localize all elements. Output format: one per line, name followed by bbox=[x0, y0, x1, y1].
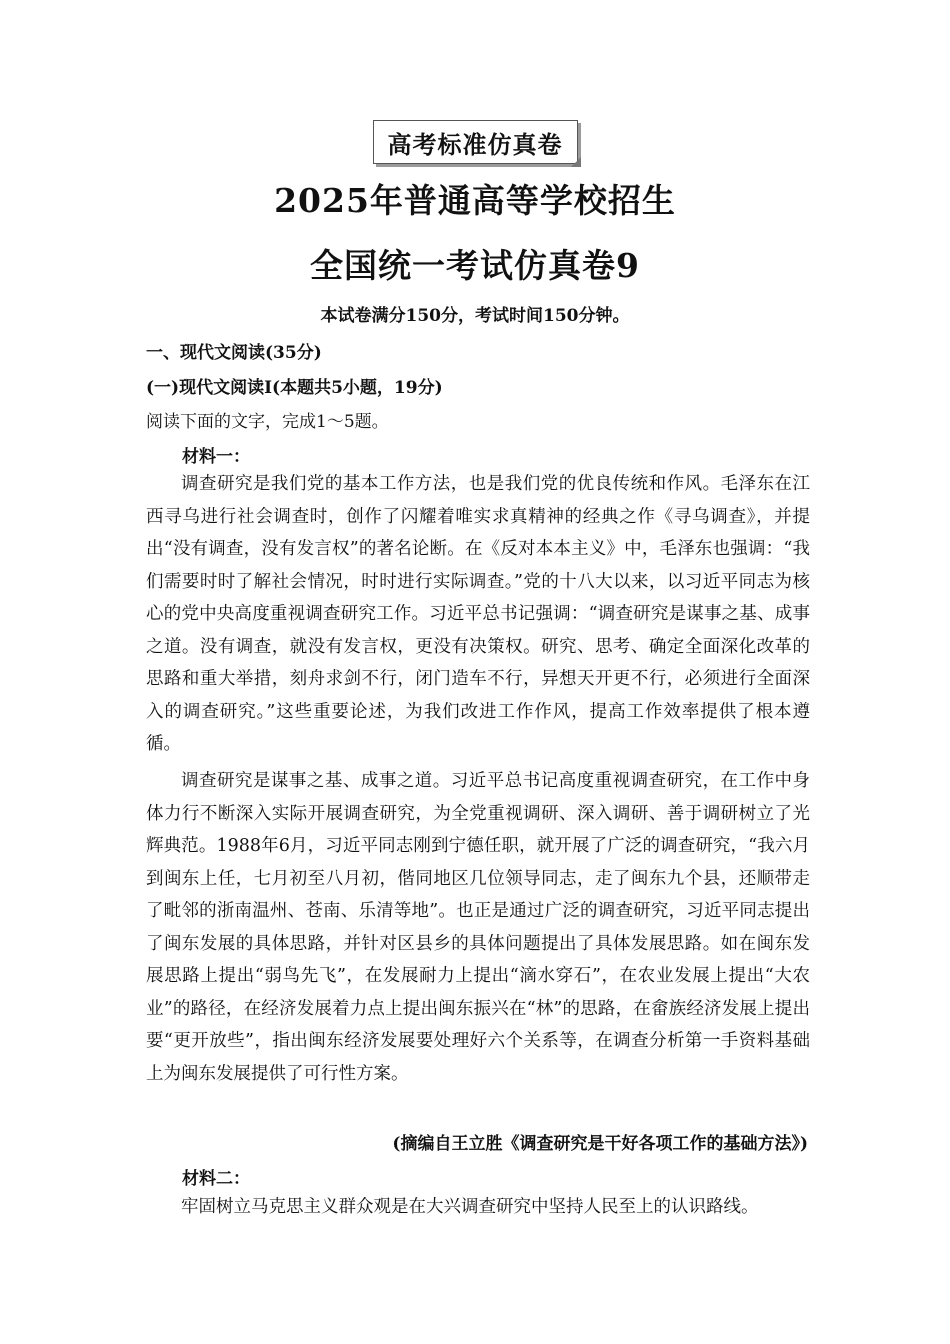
material2-label: 材料二： bbox=[182, 1169, 250, 1189]
exam-title-line1: 2025年普通高等学校招生 bbox=[274, 181, 676, 220]
material1-source: (摘编自王立胜《调查研究是干好各项工作的基础方法》) bbox=[392, 1134, 808, 1154]
badge-container bbox=[0, 120, 950, 164]
section-heading: 一、现代文阅读(35分) bbox=[146, 343, 322, 363]
material1-label: 材料一： bbox=[182, 447, 250, 467]
exam-title-line2: 全国统一考试仿真卷9 bbox=[310, 246, 640, 285]
badge-corner-decoration bbox=[571, 157, 581, 167]
material2-paragraph1: 牢固树立马克思主义群众观是在大兴调查研究中坚持人民至上的认识路线。 bbox=[181, 1197, 759, 1217]
material1-paragraph2: 调查研究是谋事之基、成事之道。习近平总书记高度重视调查研究，在工作中身体力行不断深入实际开展调查研究，为全党重视调研、深入调研、善于调研树立了光辉典范。1988年6月，习近平同志刚到宁德任职，就开展了广泛的调查研究，“我六月到闽东上任，七月初至八月初，偕同地区几位领导同志，走了闽东九个县，还顺带走了毗邻的浙南温州、苍南、乐清等地”。也正是通过广泛的调查研究，习近平同志提出了闽东发展的具体思路，并针对区县乡的具体问题提出了具体发展思路。如在闽东发展思路上提出“弱鸟先飞”，在发展耐力上提出“滴水穿石”，在农业发展上提出“大农业”的路径，在经济发展着力点上提出闽东振兴在“林”的思路，在畲族经济发展上提出要“更开放些”，指出闽东经济发展要处理好六个关系等，在调查分析第一手资料基础上为闽东发展提供了可行性方案。 bbox=[146, 771, 810, 1084]
material1-paragraph1: 调查研究是我们党的基本工作方法，也是我们党的优良传统和作风。毛泽东在江西寻乌进行社会调查时，创作了闪耀着唯实求真精神的经典之作《寻乌调查》，并提出“没有调查，没有发言权”的著名论断。在《反对本本主义》中，毛泽东也强调：“我们需要时时了解社会情况，时时进行实际调查。”党的十八大以来，以习近平同志为核心的党中央高度重视调查研究工作。习近平总书记强调：“调查研究是谋事之基、成事之道。没有调查，就没有发言权，更没有决策权。研究、思考、确定全面深化改革的思路和重大举措，刻舟求剑不行，闭门造车不行，异想天开更不行，必须进行全面深入的调查研究。”这些重要论述，为我们改进工作作风，提高工作效率提供了根本遵循。 bbox=[146, 474, 810, 754]
sub-section-heading: (一)现代文阅读Ⅰ(本题共5小题，19分) bbox=[146, 378, 443, 398]
exam-type-badge-text: 高考标准仿真卷 bbox=[387, 130, 563, 159]
reading-instruction: 阅读下面的文字，完成1～5题。 bbox=[146, 412, 389, 432]
exam-note: 本试卷满分150分，考试时间150分钟。 bbox=[320, 306, 630, 326]
exam-type-badge bbox=[373, 120, 578, 164]
